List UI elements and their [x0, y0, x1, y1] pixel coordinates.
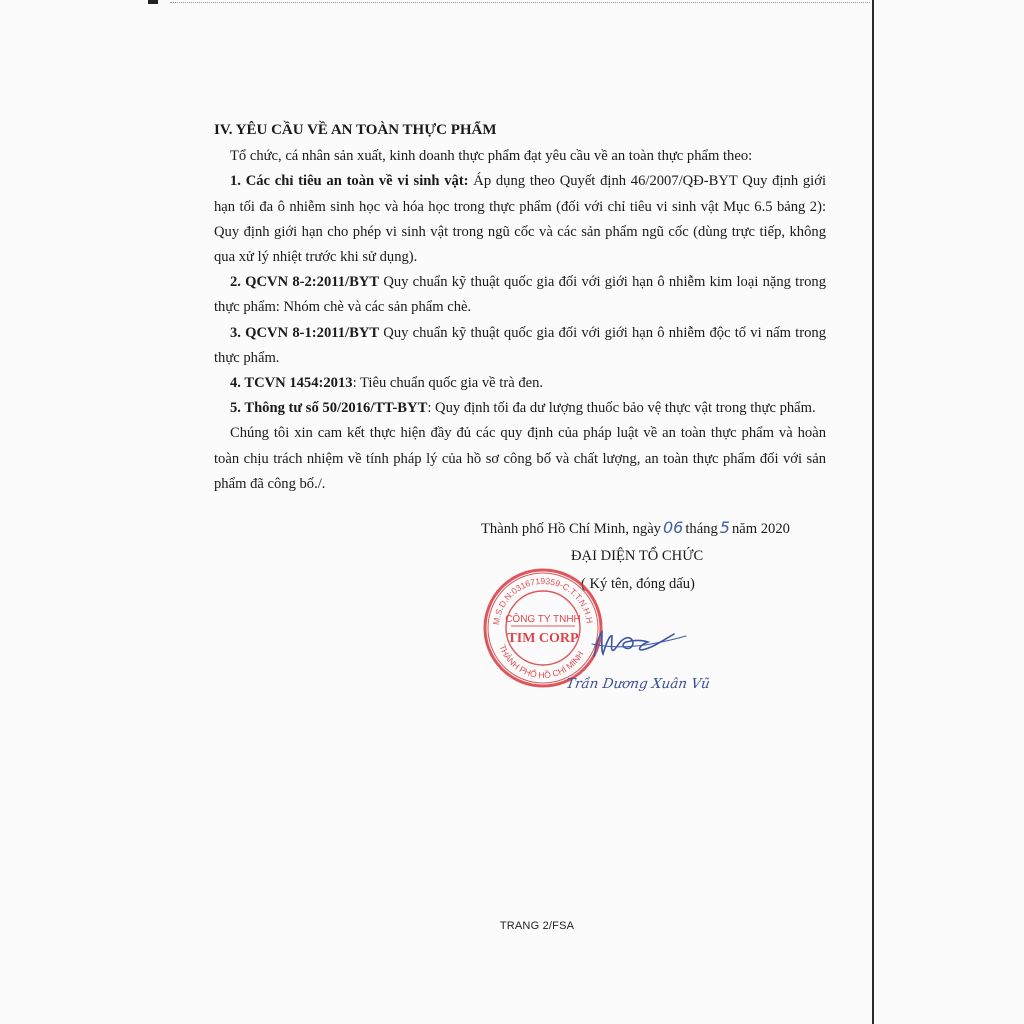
stamp-graphic — [485, 570, 601, 686]
sign-instruction: ( Ký tên, đóng dấu) — [581, 576, 695, 592]
company-stamp — [481, 566, 605, 690]
handwritten-day: 06 — [662, 518, 684, 537]
item-3-text: Quy chuẩn kỹ thuật quốc gia đối với giới hạn ô nhiễm độc tố vi nấm trong — [379, 324, 826, 341]
representative-title: ĐẠI DIỆN TỔ CHỨC — [571, 548, 704, 564]
signature-block — [481, 514, 841, 592]
item-1-text: Áp dụng theo Quyết định 46/2007/QĐ-BYT Quy định giới — [468, 173, 826, 190]
stamp-ring-text: M.S.D.N:0316719359-C.T.T.N.H.H — [491, 575, 595, 626]
date-line — [481, 514, 841, 543]
stamp-company-type: CÔNG TY TNHH — [505, 614, 581, 625]
scan-mark — [148, 0, 158, 4]
handwritten-month: 5 — [719, 518, 730, 537]
item-4-text: : Tiêu chuẩn quốc gia về trà đen. — [352, 375, 544, 392]
commitment-line: toàn chịu trách nhiệm về tính pháp lý của hồ sơ công bố và chất lượng, an toàn thực phẩm đối với sản — [214, 450, 826, 467]
item-5-line — [214, 396, 826, 421]
item-2-text: Quy chuẩn kỹ thuật quốc gia đối với giới hạn ô nhiễm kim loại nặng trong — [379, 274, 826, 291]
item-1-line: hạn tối đa ô nhiễm sinh học và hóa học trong thực phẩm (đối với chỉ tiêu vi sinh vật Mục 6.5 bảng 2): — [214, 198, 826, 215]
page-footer: TRANG 2/FSA — [499, 920, 575, 932]
item-2-line — [214, 270, 826, 295]
place-date-prefix: Thành phố Hồ Chí Minh, ngày — [481, 521, 661, 537]
item-1-line — [214, 169, 826, 194]
item-4-line — [214, 371, 826, 396]
item-2-label: 2. QCVN 8-2:2011/BYT — [230, 274, 380, 291]
year-text: năm 2020 — [731, 521, 790, 537]
item-3-line: thực phẩm. — [214, 349, 280, 366]
stamp-ring-text: THÀNH PHỐ HỒ CHÍ MINH — [497, 643, 586, 681]
item-5-text: : Quy định tối đa dư lượng thuốc bảo vệ thực vật trong thực phẩm. — [427, 400, 816, 417]
item-1-line: Quy định giới hạn cho phép vi sinh vật trong ngũ cốc và các sản phẩm ngũ cốc (dùng trực tiếp, không — [214, 223, 826, 240]
document-body — [214, 118, 826, 497]
item-3-label: 3. QCVN 8-1:2011/BYT — [230, 324, 380, 341]
item-4-label: 4. TCVN 1454:2013 — [230, 375, 353, 392]
commitment-line: phẩm đã công bố./. — [214, 475, 326, 492]
scan-edge-line — [170, 2, 870, 4]
item-2-line: thực phẩm: Nhóm chè và các sản phẩm chè. — [214, 299, 472, 316]
item-1-label: 1. Các chỉ tiêu an toàn về vi sinh vật: — [230, 173, 469, 190]
intro-paragraph: Tổ chức, cá nhân sản xuất, kinh doanh thực phẩm đạt yêu cầu về an toàn thực phẩm theo: — [230, 148, 753, 165]
signer-name: Trần Dương Xuân Vũ — [564, 676, 711, 692]
commitment-line: Chúng tôi xin cam kết thực hiện đầy đủ các quy định của pháp luật về an toàn thực phẩm và hoàn — [230, 425, 826, 442]
section-heading: IV. YÊU CẦU VỀ AN TOÀN THỰC PHẨM — [214, 122, 497, 138]
stamp-company-name: TIM CORP — [507, 631, 579, 646]
scan-edge-line — [872, 0, 874, 1024]
month-word: tháng — [685, 521, 718, 537]
item-1-line: qua xử lý nhiệt trước khi sử dụng). — [214, 249, 418, 266]
handwritten-signature — [590, 620, 690, 670]
item-3-line — [214, 321, 826, 346]
item-5-label: 5. Thông tư số 50/2016/TT-BYT — [230, 400, 428, 417]
